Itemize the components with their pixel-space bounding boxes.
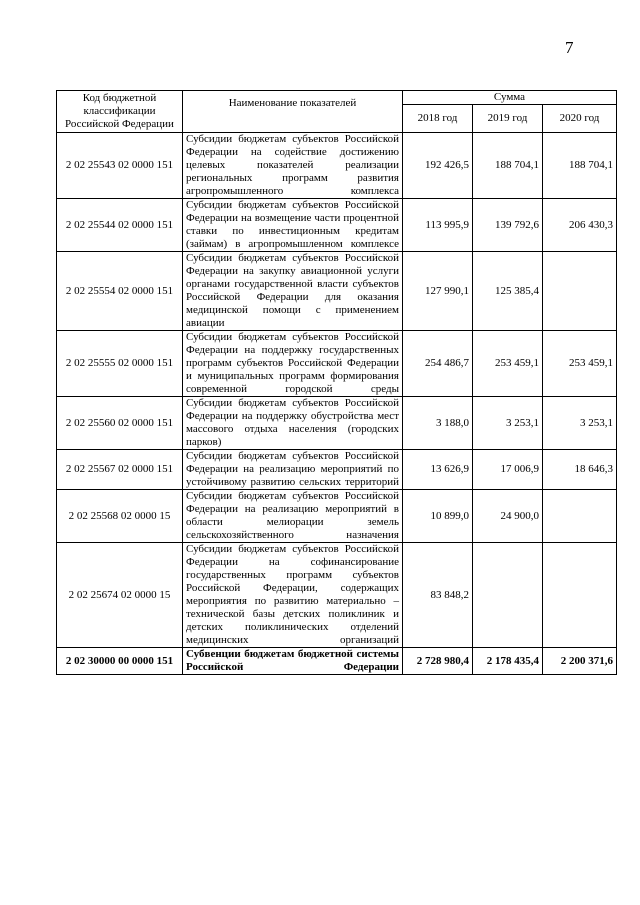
header-year-2019: 2019 год xyxy=(473,105,543,133)
row-code: 2 02 25543 02 0000 151 xyxy=(57,133,183,199)
row-2020 xyxy=(543,543,617,648)
header-code: Код бюджетной классификации Российской Федерации xyxy=(57,91,183,133)
page-number: 7 xyxy=(565,38,574,57)
row-2020 xyxy=(543,490,617,543)
row-code: 2 02 25555 02 0000 151 xyxy=(57,331,183,397)
row-name: Субсидии бюджетам субъектов Российской Федерации на софинансирование государственных программ субъектов Российской Федерации, содержащих мероприятия по развитию материально – технической базы детских поликлиник и детских поликлинических отделений медицинских организаций xyxy=(183,543,403,648)
row-code: 2 02 25560 02 0000 151 xyxy=(57,397,183,450)
row-2019: 24 900,0 xyxy=(473,490,543,543)
row-2020: 3 253,1 xyxy=(543,397,617,450)
row-code: 2 02 25568 02 0000 15 xyxy=(57,490,183,543)
row-name: Субсидии бюджетам субъектов Российской Федерации на реализацию мероприятий в области мелиорации земель сельскохозяйственного назначения xyxy=(183,490,403,543)
row-2019: 3 253,1 xyxy=(473,397,543,450)
row-2019: 253 459,1 xyxy=(473,331,543,397)
table-row xyxy=(57,397,617,450)
row-2018: 83 848,2 xyxy=(403,543,473,648)
row-2018: 113 995,9 xyxy=(403,199,473,252)
row-2018: 10 899,0 xyxy=(403,490,473,543)
row-code: 2 02 25567 02 0000 151 xyxy=(57,450,183,490)
row-name: Субсидии бюджетам субъектов Российской Федерации на содействие достижению целевых показателей реализации региональных программ развития агропромышленного комплекса xyxy=(183,133,403,199)
total-2018: 2 728 980,4 xyxy=(403,648,473,675)
row-code: 2 02 25674 02 0000 15 xyxy=(57,543,183,648)
row-2020: 253 459,1 xyxy=(543,331,617,397)
row-2019: 139 792,6 xyxy=(473,199,543,252)
row-2019: 188 704,1 xyxy=(473,133,543,199)
row-name: Субсидии бюджетам субъектов Российской Федерации на поддержку государственных программ субъектов Российской Федерации и муниципальных программ формирования современной городской среды xyxy=(183,331,403,397)
row-2018: 127 990,1 xyxy=(403,252,473,331)
total-2019: 2 178 435,4 xyxy=(473,648,543,675)
row-2018: 13 626,9 xyxy=(403,450,473,490)
total-2020: 2 200 371,6 xyxy=(543,648,617,675)
header-year-2020: 2020 год xyxy=(543,105,617,133)
table-row xyxy=(57,133,617,199)
row-name: Субсидии бюджетам субъектов Российской Федерации на закупку авиационной услуги органами государственной власти субъектов Российской Федерации для оказания медицинской помощи с применением авиации xyxy=(183,252,403,331)
row-name: Субсидии бюджетам субъектов Российской Федерации на возмещение части процентной ставки по инвестиционным кредитам (займам) в агропромышленном комплексе xyxy=(183,199,403,252)
header-sum: Сумма xyxy=(403,91,617,105)
table-row xyxy=(57,252,617,331)
header-year-2018: 2018 год xyxy=(403,105,473,133)
table-row xyxy=(57,450,617,490)
row-2020: 206 430,3 xyxy=(543,199,617,252)
total-row xyxy=(57,648,617,675)
table-row xyxy=(57,199,617,252)
total-name: Субвенции бюджетам бюджетной системы Российской Федерации xyxy=(183,648,403,675)
row-2019: 125 385,4 xyxy=(473,252,543,331)
row-2020 xyxy=(543,252,617,331)
row-code: 2 02 25544 02 0000 151 xyxy=(57,199,183,252)
table-row xyxy=(57,490,617,543)
header-name: Наименование показателей xyxy=(183,91,403,133)
total-code: 2 02 30000 00 0000 151 xyxy=(57,648,183,675)
row-2018: 192 426,5 xyxy=(403,133,473,199)
row-2018: 3 188,0 xyxy=(403,397,473,450)
row-2020: 188 704,1 xyxy=(543,133,617,199)
row-2018: 254 486,7 xyxy=(403,331,473,397)
row-2019: 17 006,9 xyxy=(473,450,543,490)
table-row xyxy=(57,543,617,648)
row-2020: 18 646,3 xyxy=(543,450,617,490)
row-name: Субсидии бюджетам субъектов Российской Федерации на поддержку обустройства мест массового отдыха населения (городских парков) xyxy=(183,397,403,450)
budget-table xyxy=(56,90,617,675)
table-row xyxy=(57,331,617,397)
row-2019 xyxy=(473,543,543,648)
row-code: 2 02 25554 02 0000 151 xyxy=(57,252,183,331)
row-name: Субсидии бюджетам субъектов Российской Федерации на реализацию мероприятий по устойчивому развитию сельских территорий xyxy=(183,450,403,490)
